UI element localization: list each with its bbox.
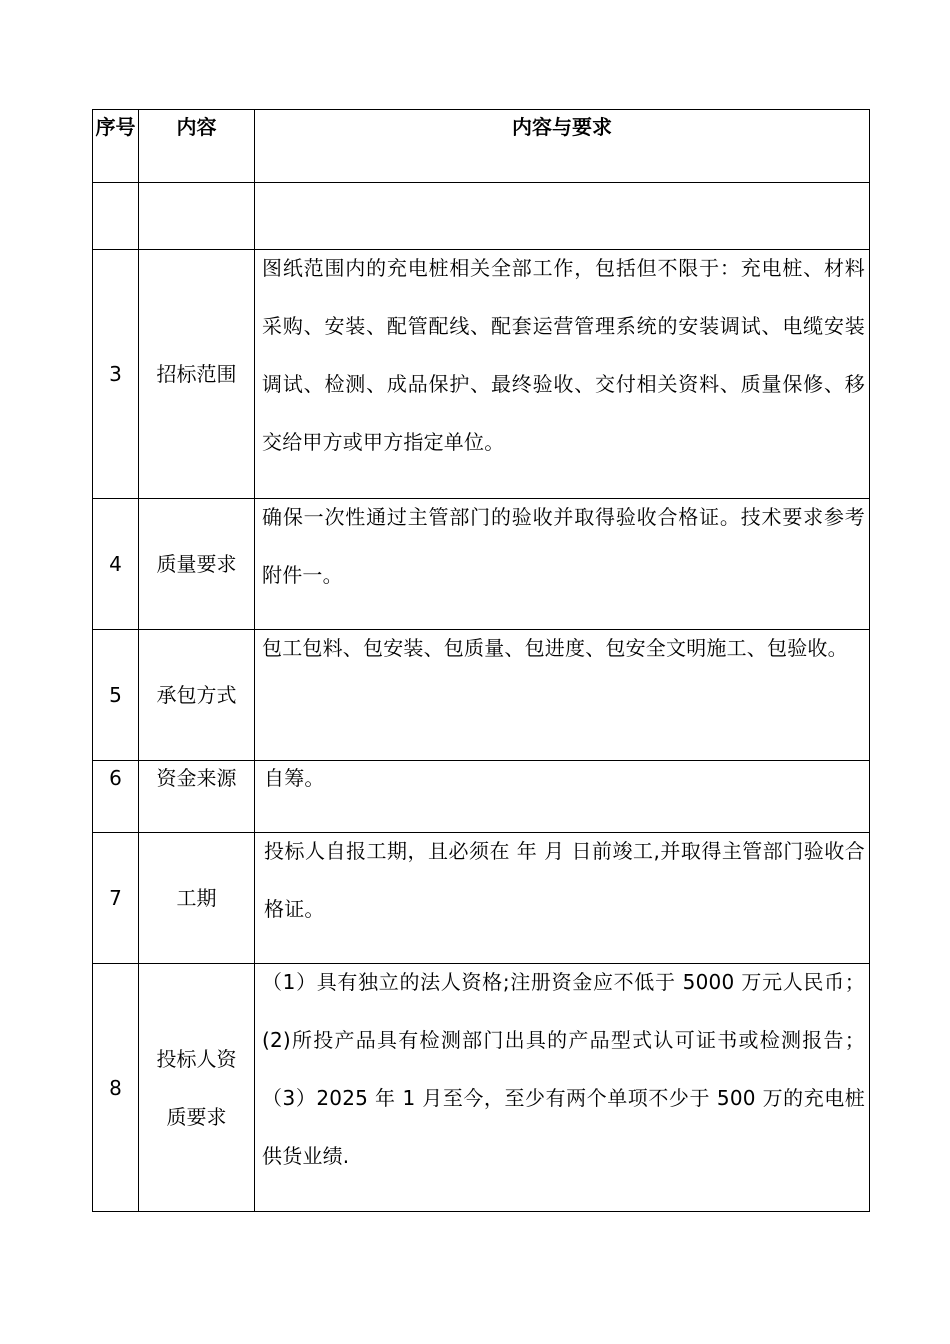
row-requirement: （1）具有独立的法人资格;注册资金应不低于 5000 万元人民币；(2)所投产品具有检测部门出具的产品型式认可证书或检测报告；（3）2025 年 1 月至今，至少有两个单项不少于 500 万的充电桩供货业绩. <box>255 964 870 1212</box>
header-content: 内容 <box>139 110 255 183</box>
row-seq: 5 <box>93 630 139 761</box>
row-content: 工期 <box>139 833 255 964</box>
table-row <box>93 833 870 964</box>
header-seq: 序号 <box>93 110 139 183</box>
row-content: 资金来源 <box>139 761 255 833</box>
table-row <box>93 964 870 1212</box>
row-requirement: 确保一次性通过主管部门的验收并取得验收合格证。技术要求参考附件一。 <box>255 499 870 630</box>
table-header-row <box>93 110 870 183</box>
row-content: 质量要求 <box>139 499 255 630</box>
bid-info-table <box>92 109 870 1212</box>
row-requirement: 自筹。 <box>255 761 870 833</box>
row-requirement: 图纸范围内的充电桩相关全部工作，包括但不限于：充电桩、材料采购、安装、配管配线、配套运营管理系统的安装调试、电缆安装调试、检测、成品保护、最终验收、交付相关资料、质量保修、移交给甲方或甲方指定单位。 <box>255 250 870 499</box>
row-seq: 3 <box>93 250 139 499</box>
header-requirement: 内容与要求 <box>255 110 870 183</box>
row-content: 承包方式 <box>139 630 255 761</box>
row-requirement: 包工包料、包安装、包质量、包进度、包安全文明施工、包验收。 <box>255 630 870 761</box>
row-seq <box>93 183 139 250</box>
row-requirement: 投标人自报工期，且必须在 年 月 日前竣工,并取得主管部门验收合格证。 <box>255 833 870 964</box>
row-seq: 7 <box>93 833 139 964</box>
table-row <box>93 250 870 499</box>
row-seq: 6 <box>93 761 139 833</box>
row-content <box>139 183 255 250</box>
row-seq: 4 <box>93 499 139 630</box>
row-seq: 8 <box>93 964 139 1212</box>
row-content: 招标范围 <box>139 250 255 499</box>
table-row <box>93 499 870 630</box>
table-row <box>93 630 870 761</box>
row-content: 投标人资质要求 <box>139 964 255 1212</box>
